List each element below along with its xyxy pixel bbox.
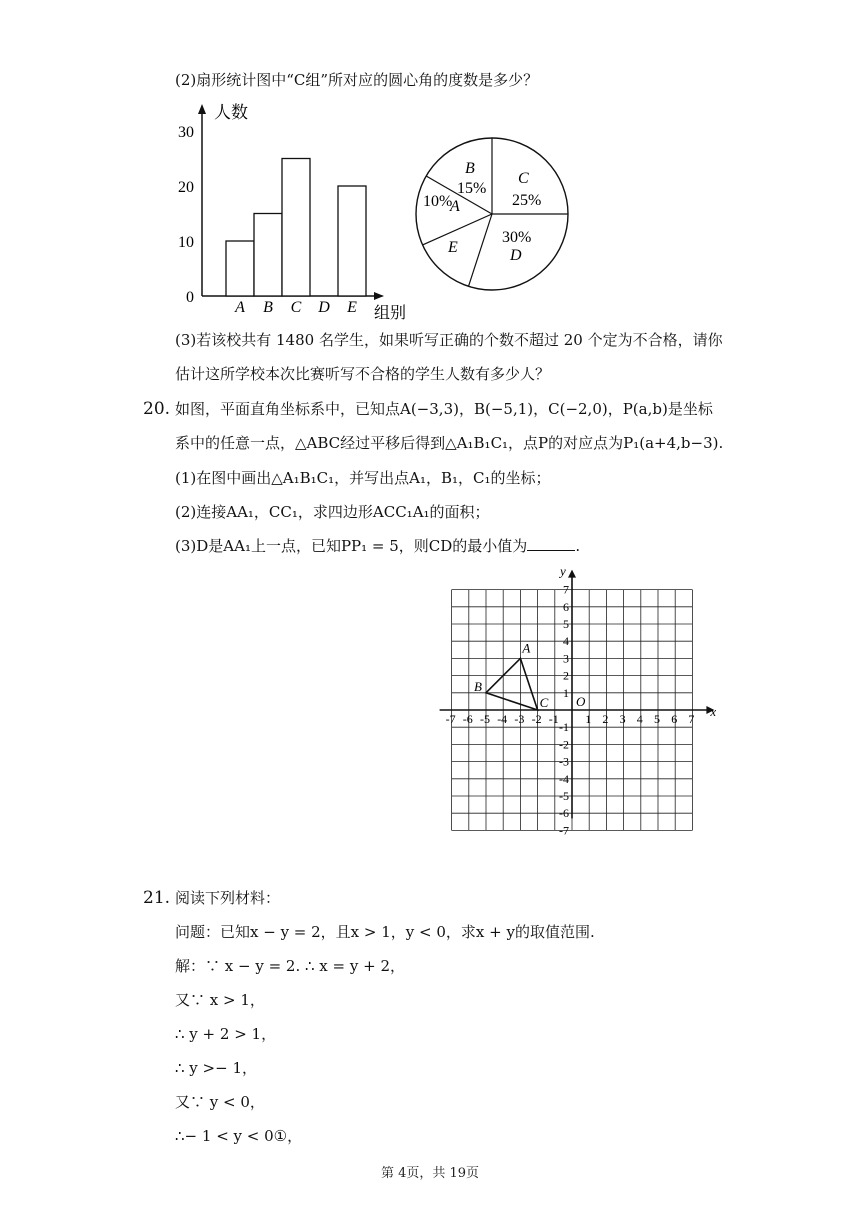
y-tick-label: 5 — [563, 617, 569, 631]
y-tick-label: -6 — [559, 806, 569, 821]
q21-problem: 问题：已知x − y = 2，且x > 1，y < 0，求x + y的取值范围. — [175, 923, 595, 941]
pie-percent-A: 10% — [423, 193, 453, 210]
q19-part2: (2)扇形统计图中“C组”所对应的圆心角的度数是多少？ — [175, 71, 539, 89]
q21-step3: ∴ y + 2 > 1， — [175, 1025, 277, 1043]
y-tick-label: 7 — [563, 582, 569, 597]
y-tick-label: -4 — [559, 771, 569, 786]
y-tick-label: -7 — [559, 823, 569, 838]
q20-part3 — [175, 536, 580, 556]
pie-percent-D: 30% — [502, 229, 532, 246]
x-tick-label: 6 — [671, 712, 678, 726]
y-axis-arrow — [568, 570, 576, 578]
bar-chart — [168, 100, 428, 320]
pie-percent-B: 15% — [457, 180, 487, 197]
pie-label-C: C — [518, 170, 529, 187]
x-tick-label: -4 — [497, 712, 508, 726]
y-tick-label: -2 — [559, 737, 569, 752]
q20-part3-text: (3)D是AA₁上一点，已知PP₁ = 5，则CD的最小值为 — [175, 537, 528, 555]
x-tick-label: D — [318, 299, 330, 316]
q20-part1: (1)在图中画出△A₁B₁C₁，并写出点A₁，B₁，C₁的坐标； — [175, 469, 551, 487]
q20-line1: 如图，平面直角坐标系中，已知点A(−3,3)，B(−5,1)，C(−2,0)，P(a,b)是坐标 — [175, 400, 713, 418]
q20-part2: (2)连接AA₁，CC₁，求四边形ACC₁A₁的面积； — [175, 503, 490, 521]
x-tick-label: -7 — [445, 712, 456, 726]
page-footer: 第 4页，共 19页 — [380, 1166, 480, 1181]
y-tick-label: -3 — [559, 754, 569, 769]
q21-intro: 阅读下列材料： — [175, 889, 281, 907]
question-number-21: 21. — [143, 888, 171, 908]
pie-percent-C: 25% — [512, 192, 542, 209]
origin-label: O — [576, 694, 586, 709]
q21-step2: 又∵ x > 1， — [175, 991, 265, 1009]
y-tick-label: -5 — [559, 789, 569, 803]
pie-label-E: E — [448, 239, 458, 256]
q21-step4: ∴ y >− 1， — [175, 1059, 258, 1077]
x-axis-label: 组别 — [374, 305, 407, 320]
x-tick-label: -1 — [548, 712, 559, 726]
bar-A — [226, 241, 254, 296]
x-axis-arrow — [374, 292, 384, 300]
q19-part3-line1: (3)若该校共有 1480 名学生，如果听写正确的个数不超过 20 个定为不合格，请你 — [175, 331, 723, 349]
pie-label-D: D — [510, 247, 522, 264]
y-tick-label: 10 — [178, 234, 194, 251]
q21-step1: 解：∵ x − y = 2. ∴ x = y + 2， — [175, 957, 405, 975]
pie-label-B: B — [465, 160, 475, 177]
x-tick-label: -6 — [462, 712, 473, 726]
y-tick-label: 20 — [178, 179, 194, 196]
answer-blank[interactable] — [527, 536, 575, 551]
point-label-C: C — [539, 695, 549, 710]
q21-step6: ∴− 1 < y < 0①， — [175, 1127, 303, 1145]
point-label-B: B — [474, 678, 482, 694]
q20-part3-end: . — [575, 537, 581, 555]
bar-B — [254, 214, 282, 297]
q20-line2: 系中的任意一点，△ABC经过平移后得到△A₁B₁C₁，点P的对应点为P₁(a+4,b−3). — [175, 434, 724, 452]
x-tick-label: 5 — [654, 712, 660, 726]
coordinate-grid — [438, 566, 728, 846]
y-tick-label: 30 — [178, 124, 194, 141]
y-tick-label: 2 — [563, 668, 569, 683]
y-tick-label: 0 — [186, 289, 194, 306]
x-tick-label: -3 — [514, 712, 525, 726]
x-tick-label: 7 — [688, 712, 695, 726]
x-tick-label: B — [263, 299, 273, 316]
x-tick-label: 3 — [619, 712, 626, 726]
pie-label-A: A — [450, 198, 460, 215]
y-tick-label: 4 — [563, 634, 569, 649]
x-tick-label: 4 — [636, 712, 643, 726]
question-number-20: 20. — [143, 399, 171, 419]
y-axis-label: y — [560, 566, 566, 579]
x-tick-label: -5 — [480, 712, 490, 726]
y-tick-label: 6 — [563, 599, 569, 614]
y-axis-arrow — [198, 104, 206, 114]
bar-C — [282, 159, 310, 297]
y-tick-label: 3 — [563, 651, 569, 666]
x-tick-label: C — [290, 299, 302, 316]
q19-part3-line2: 估计这所学校本次比赛听写不合格的学生人数有多少人？ — [175, 365, 551, 383]
x-tick-label: 1 — [585, 712, 592, 726]
triangle-abc — [486, 658, 538, 710]
y-axis-label: 人数 — [214, 103, 248, 122]
x-tick-label: -2 — [531, 712, 542, 726]
y-tick-label: 1 — [563, 685, 569, 700]
pie-chart — [410, 135, 580, 305]
x-tick-label: A — [235, 299, 245, 316]
point-label-A: A — [522, 640, 531, 656]
x-axis-label: x — [710, 704, 717, 719]
x-tick-label: 2 — [602, 712, 609, 726]
x-tick-label: E — [347, 299, 357, 316]
q21-step5: 又∵ y < 0， — [175, 1093, 265, 1111]
bar-E — [338, 186, 366, 296]
y-tick-label: -1 — [559, 720, 569, 735]
